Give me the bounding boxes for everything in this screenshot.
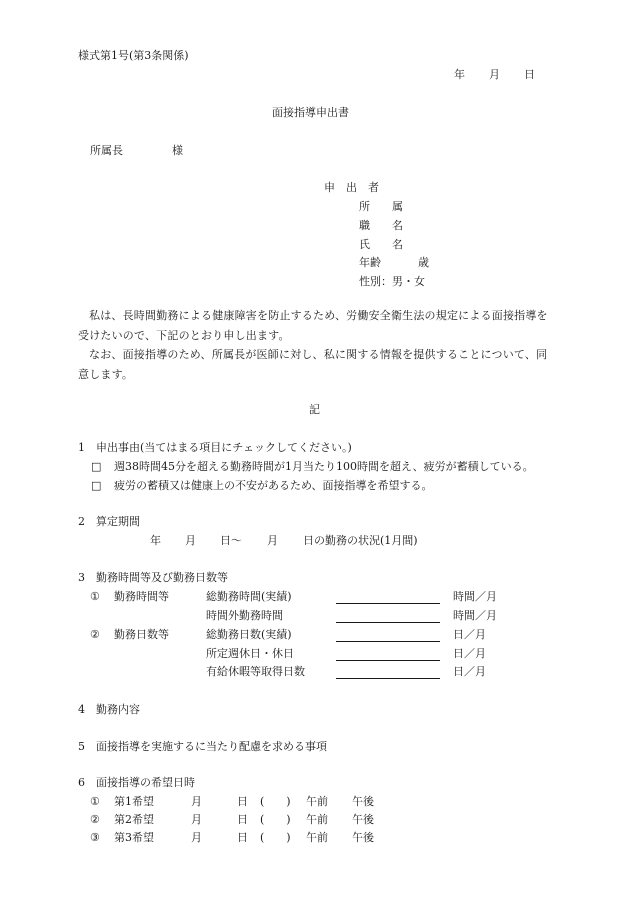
applicant-position-label: 職 名 [359,219,403,232]
period-day-from-label: 日〜 [220,534,242,547]
choice-1-month: 月 [191,795,202,808]
body-paragraph-consent-request: 私は、長時間勤務による健康障害を防止するため、労働安全衛生法の規定による面接指導を受けたいので、下記のとおり申し出ます。 [78,309,548,342]
overtime-hours-unit: 時間／月 [453,609,497,622]
scheduled-holidays-field[interactable] [336,660,440,661]
choice-2-am[interactable]: 午前 [306,813,328,826]
applicant-affiliation-label: 所 属 [359,200,403,213]
choice-2-weekday: ( ) [260,813,291,826]
group-1-label: 勤務時間等 [114,590,169,603]
date-year-label: 年 [454,68,465,81]
period-year-label: 年 [150,534,161,547]
total-work-days-label: 総勤務日数(実績) [206,628,292,641]
total-work-hours-field[interactable] [336,603,440,604]
reason-option-overtime: 週38時間45分を超える勤務時間が1月当たり100時間を超え、疲労が蓄積している。 [114,460,534,473]
scheduled-holidays-label: 所定週休日・休日 [206,647,294,660]
choice-2-month: 月 [191,813,202,826]
period-month2-label: 月 [267,534,278,547]
group-2-label: 勤務日数等 [114,628,169,641]
choice-3-label: 第3希望 [114,831,154,844]
choice-1-am[interactable]: 午前 [306,795,328,808]
choice-2-pm[interactable]: 午後 [352,813,374,826]
choice-3-day: 日 [237,831,248,844]
section-6-title: 6 面接指導の希望日時 [78,776,195,789]
scheduled-holidays-unit: 日／月 [453,647,486,660]
total-work-days-unit: 日／月 [453,628,486,641]
choice-3-month: 月 [191,831,202,844]
section-5-title: 5 面接指導を実施するに当たり配慮を求める事項 [78,740,327,753]
date-month-label: 月 [489,68,500,81]
paid-leave-days-label: 有給休暇等取得日数 [206,665,305,678]
checkbox-icon[interactable]: □ [91,460,102,473]
reason-option-health-concern: 疲労の蓄積又は健康上の不安があるため、面接指導を希望する。 [114,479,433,492]
choice-1-pm[interactable]: 午後 [352,795,374,808]
choice-2-label: 第2希望 [114,813,154,826]
document-title: 面接指導申出書 [272,106,349,119]
paid-leave-days-unit: 日／月 [453,665,486,678]
applicant-age-label: 年齢 [359,256,381,269]
choice-1-label: 第1希望 [114,795,154,808]
applicant-gender-label: 性別：男・女 [359,275,425,288]
period-day-to-label: 日の勤務の状況(1月間) [303,534,418,547]
section-4-title: 4 勤務内容 [78,703,140,716]
period-month-label: 月 [185,534,196,547]
total-work-hours-unit: 時間／月 [453,590,497,603]
applicant-age-suffix: 歳 [418,256,429,269]
addressee-label: 所属長 [90,144,123,157]
form-number: 様式第1号(第3条関係) [78,49,189,62]
section-1-title: 1 申出事由(当てはまる項目にチェックしてください。) [78,441,352,454]
group-1-number: ① [90,590,100,603]
applicant-heading: 申 出 者 [324,181,379,194]
choice-1-day: 日 [237,795,248,808]
section-3-title: 3 勤務時間等及び勤務日数等 [78,571,228,584]
paid-leave-days-field[interactable] [336,678,440,679]
overtime-hours-field[interactable] [336,622,440,623]
group-2-number: ② [90,628,100,641]
choice-3-number: ③ [90,831,100,844]
checkbox-icon[interactable]: □ [91,479,102,492]
date-day-label: 日 [524,68,535,81]
ki-heading: 記 [309,403,320,416]
addressee-honorific: 様 [172,144,183,157]
choice-2-day: 日 [237,813,248,826]
choice-3-am[interactable]: 午前 [306,831,328,844]
total-work-hours-label: 総勤務時間(実績) [206,590,292,603]
total-work-days-field[interactable] [336,641,440,642]
choice-1-number: ① [90,795,100,808]
applicant-name-label: 氏 名 [359,238,403,251]
choice-3-pm[interactable]: 午後 [352,831,374,844]
choice-3-weekday: ( ) [260,831,291,844]
choice-2-number: ② [90,813,100,826]
body-paragraph-information-consent: なお、面接指導のため、所属長が医師に対し、私に関する情報を提供することについて、同意します。 [78,348,548,381]
overtime-hours-label: 時間外勤務時間 [206,609,283,622]
section-2-title: 2 算定期間 [78,515,140,528]
choice-1-weekday: ( ) [260,795,291,808]
